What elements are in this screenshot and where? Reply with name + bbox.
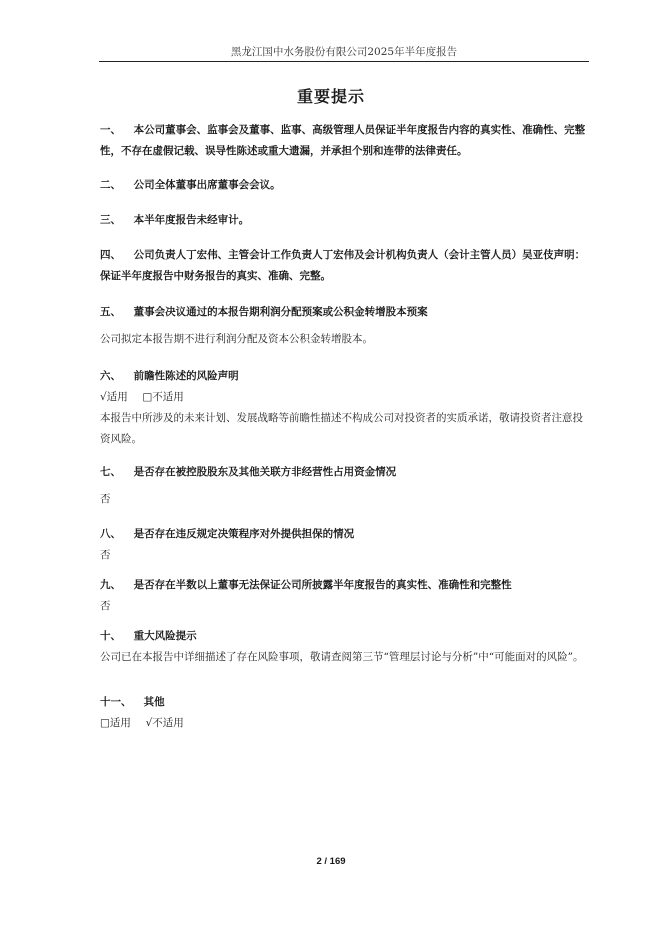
section-6 xyxy=(100,366,590,450)
section-7 xyxy=(100,462,590,510)
section-8 xyxy=(100,524,590,566)
section-number: 十一、 xyxy=(100,696,132,708)
section-heading: 前瞻性陈述的风险声明 xyxy=(133,370,239,382)
section-number: 五、 xyxy=(100,306,121,318)
section-number: 三、 xyxy=(100,214,121,226)
section-body: 公司已在本报告中详细描述了存在风险事项，敬请查阅第三节“管理层讨论与分析”中“可能面对的风险”。 xyxy=(100,651,584,663)
section-number: 六、 xyxy=(100,370,121,382)
section-heading: 是否存在半数以上董事无法保证公司所披露半年度报告的真实性、准确性和完整性 xyxy=(133,579,512,591)
section-heading: 公司负责人丁宏伟、主管会计工作负责人丁宏伟及会计机构负责人（会计主管人员）吴亚伎声明：保证半年度报告中财务报告的真实、准确、完整。 xyxy=(100,249,586,282)
section-3 xyxy=(100,210,590,231)
section-number: 十、 xyxy=(100,630,121,642)
section-11 xyxy=(100,692,590,734)
section-number: 四、 xyxy=(100,249,121,261)
section-heading: 公司全体董事出席董事会会议。 xyxy=(133,179,281,191)
section-heading: 本公司董事会、监事会及董事、监事、高级管理人员保证半年度报告内容的真实性、准确性、完整性，不存在虚假记载、误导性陈述或重大遗漏，并承担个别和连带的法律责任。 xyxy=(100,124,586,157)
section-body: 公司拟定本报告期不进行利润分配及资本公积金转增股本。 xyxy=(100,333,373,345)
page-number: 2 / 169 xyxy=(316,856,346,867)
section-5 xyxy=(100,302,590,350)
section-heading: 是否存在违反规定决策程序对外提供担保的情况 xyxy=(133,528,355,540)
section-body: 否 xyxy=(100,493,111,505)
section-number: 二、 xyxy=(100,179,121,191)
section-10 xyxy=(100,626,590,668)
section-heading: 其他 xyxy=(143,696,165,708)
section-heading: 重大风险提示 xyxy=(133,630,197,642)
section-number: 一、 xyxy=(100,124,121,136)
applicability-options xyxy=(100,713,590,734)
section-number: 七、 xyxy=(100,466,121,478)
section-4 xyxy=(100,245,590,287)
option-applicable: □适用 xyxy=(100,717,131,729)
section-2 xyxy=(100,175,590,196)
section-1 xyxy=(100,120,590,162)
section-heading: 董事会决议通过的本报告期利润分配预案或公积金转增股本预案 xyxy=(133,306,428,318)
section-9 xyxy=(100,575,590,617)
option-not-applicable: □不适用 xyxy=(142,391,184,403)
running-header: 黑龙江国中水务股份有限公司2025年半年度报告 xyxy=(230,46,458,58)
section-heading: 本半年度报告未经审计。 xyxy=(133,214,250,226)
section-heading: 是否存在被控股股东及其他关联方非经营性占用资金情况 xyxy=(133,466,397,478)
applicability-options xyxy=(100,387,590,408)
section-body: 否 xyxy=(100,600,111,612)
option-not-applicable: √不适用 xyxy=(145,717,184,729)
section-number: 八、 xyxy=(100,528,121,540)
section-number: 九、 xyxy=(100,579,121,591)
option-applicable: √适用 xyxy=(100,391,128,403)
section-body: 否 xyxy=(100,549,111,561)
page-title: 重要提示 xyxy=(296,87,365,106)
header-rule xyxy=(99,61,589,62)
section-body: 本报告中所涉及的未来计划、发展战略等前瞻性描述不构成公司对投资者的实质承诺，敬请投资者注意投资风险。 xyxy=(100,412,583,445)
